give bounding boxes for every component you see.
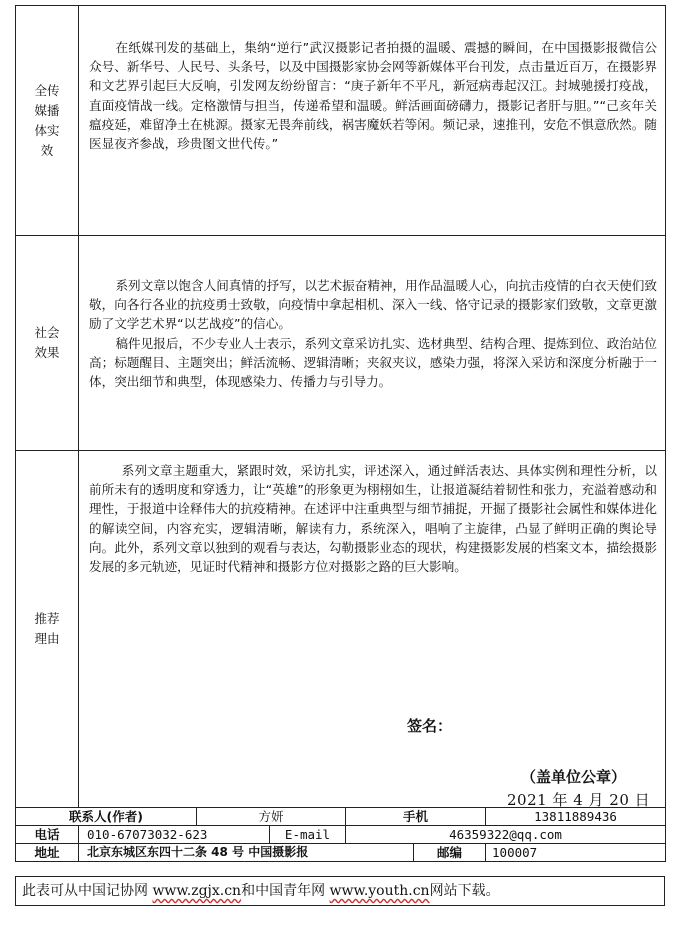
contact-value: 方妍 xyxy=(197,808,346,826)
section-content-media-effect xyxy=(79,6,666,236)
address-value: 北京东城区东四十二条 48 号 中国摄影报 xyxy=(79,844,414,862)
signature-date: 2021 年 4 月 20 日 xyxy=(507,791,651,809)
section-label-media-effect: 全传媒播体实效 xyxy=(16,6,79,236)
section-row-social-effect xyxy=(16,236,666,451)
postcode-value: 100007 xyxy=(486,844,666,862)
download-note: 此表可从中国记协网 www.zgjx.cn和中国青年网 www.youth.cn网站下载。 xyxy=(15,876,665,906)
email-value: 46359322@qq.com xyxy=(346,826,666,844)
section-label-social-effect: 社会效果 xyxy=(16,236,79,451)
email-label: E-mail xyxy=(270,826,346,844)
signature-label: 签名： xyxy=(407,717,453,735)
paragraph: 稿件见报后，不少专业人士表示，系列文章采访扎实、选材典型、结构合理、提炼到位、政治站位高；标题醒目、主题突出；鲜活流畅、逻辑清晰；夹叙夹议，感染力强，将深入采访和深度分析融于一体，突出细节和典型，体现感染力、传播力与引导力。 xyxy=(89,335,657,390)
paragraph: 系列文章以饱含人间真情的抒写，以艺术振奋精神，用作品温暖人心，向抗击疫情的白衣天使们致敬，向各行各业的抗疫勇士致敬，向疫情中拿起相机、深入一线、恪守记录的摄影家们致敬，文章更激励了文学艺术界“以艺战疫”的信心。 xyxy=(89,278,657,332)
recommendation-table xyxy=(15,5,666,808)
phone-row xyxy=(16,826,666,844)
section-content-social-effect xyxy=(79,236,666,451)
section-content-reasons xyxy=(79,451,666,808)
phone-value: 010-67073032-623 xyxy=(79,826,270,844)
contact-table xyxy=(15,807,666,862)
paragraph: 在纸媒刊发的基础上，集纳“逆行”武汉摄影记者拍摄的温暖、震撼的瞬间，在中国摄影报微信公众号、新华号、人民号、头条号，以及中国摄影家协会网等新媒体平台刊发，点击量近百万，在摄影界和文艺界引起巨大反响，引发网友纷纷留言：“庚子新年不平凡，新冠病毒起汉江。封城驰援打疫战，直面疫情战一线。定格激情与担当，传递希望和温暖。鲜活画面磅礴力，摄影记者肝与胆。”“己亥年关瘟疫延，难留净土在桃源。摄家无畏奔前线，祸害魔妖若等闲。频记录，速推刊，安危不惧意欣然。随医显夜齐参战，珍贵图文世代传。” xyxy=(89,40,657,152)
seal-label: （盖单位公章） xyxy=(521,768,627,786)
mobile-label: 手机 xyxy=(346,808,486,826)
phone-label: 电话 xyxy=(16,826,79,844)
paragraph: 系列文章主题重大，紧跟时效，采访扎实，评述深入，通过鲜活表达、具体实例和理性分析，以前所未有的透明度和穿透力，让“英雄”的形象更为栩栩如生，让报道凝结着韧性和张力，充溢着感动和理性，于报道中诠释伟大的抗疫精神。在述评中注重典型与细节捕捉，开掘了摄影社会属性和媒体进化的解读空间，内容充实，逻辑清晰，解读有力，系统深入，唱响了主旋律，凸显了鲜明正确的舆论导向。此外，系列文章以独到的观看与表达，勾勒摄影业态的现状，构建摄影发展的档案文本，描绘摄影发展的多元轨迹，见证时代精神和摄影方位对摄影之路的巨大影响。 xyxy=(89,463,657,575)
address-row xyxy=(16,844,666,862)
contact-row xyxy=(16,808,666,826)
section-row-media-effect xyxy=(16,6,666,236)
section-label-reasons: 推荐理由 xyxy=(16,451,79,808)
contact-label: 联系人(作者) xyxy=(16,808,197,826)
address-label: 地址 xyxy=(16,844,79,862)
youth-link[interactable]: www.youth.cn xyxy=(329,883,430,899)
zgjx-link[interactable]: www.zgjx.cn xyxy=(152,883,242,899)
mobile-value: 13811889436 xyxy=(486,808,666,826)
section-row-reasons xyxy=(16,451,666,808)
postcode-label: 邮编 xyxy=(414,844,486,862)
